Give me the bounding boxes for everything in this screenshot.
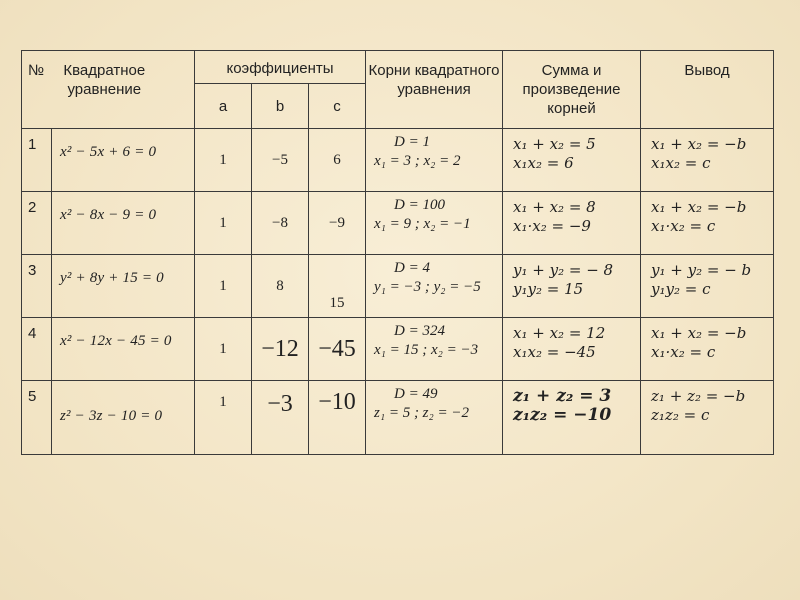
discriminant: D = 100	[394, 197, 445, 213]
discriminant: D = 1	[394, 134, 430, 150]
header-a: a	[195, 84, 252, 129]
roots-values: x₁ = 15 ; x₂ = −3	[374, 342, 479, 358]
coef-c: 6	[309, 129, 366, 192]
coef-a: 1	[195, 255, 252, 318]
conclusion-sum: x₁ + x₂ = −b	[651, 198, 747, 216]
coef-c: −45	[309, 318, 366, 381]
roots-cell	[366, 192, 503, 255]
coef-b: −5	[252, 129, 309, 192]
sum-product-cell	[503, 255, 641, 318]
row-number: 5	[22, 381, 52, 455]
roots-cell	[366, 318, 503, 381]
roots-cell	[366, 129, 503, 192]
coef-a: 1	[195, 192, 252, 255]
conclusion-sum: x₁ + x₂ = −b	[651, 135, 747, 153]
coef-b: 8	[252, 255, 309, 318]
conclusion-cell	[641, 318, 774, 381]
roots-values: z₁ = 5 ; z₂ = −2	[374, 405, 469, 421]
sum-of-roots: x₁ + x₂ = 8	[513, 198, 596, 216]
roots-cell	[366, 381, 503, 455]
coef-b: −8	[252, 192, 309, 255]
header-sum-product: Сумма и произведение корней	[503, 51, 641, 129]
header-number: №	[28, 62, 45, 79]
sum-product-cell	[503, 318, 641, 381]
coef-a: 1	[195, 381, 252, 455]
header-c: c	[309, 84, 366, 129]
conclusion-product: x₁·x₂ = c	[651, 217, 716, 235]
table-row	[22, 192, 774, 255]
table-row	[22, 381, 774, 455]
discriminant: D = 4	[394, 260, 430, 276]
row-number: 4	[22, 318, 52, 381]
coef-c: −9	[309, 192, 366, 255]
conclusion-sum: z₁ + z₂ = −b	[651, 387, 746, 405]
coef-c: −10	[309, 381, 366, 455]
row-number: 3	[22, 255, 52, 318]
conclusion-product: x₁x₂ = c	[651, 154, 711, 172]
discriminant: D = 49	[394, 386, 438, 402]
equation-cell: z² − 3z − 10 = 0	[52, 381, 195, 455]
roots-cell	[366, 255, 503, 318]
equation-cell: x² − 5x + 6 = 0	[52, 129, 195, 192]
conclusion-sum: x₁ + x₂ = −b	[651, 324, 747, 342]
header-coefficients: коэффициенты	[195, 51, 366, 84]
sum-product-cell	[503, 129, 641, 192]
sum-product-cell	[503, 192, 641, 255]
conclusion-cell	[641, 192, 774, 255]
coef-c: 15	[309, 255, 366, 318]
product-of-roots: x₁x₂ = −45	[513, 343, 596, 361]
sum-of-roots: z₁ + z₂ = 3	[513, 386, 612, 406]
roots-values: x₁ = 3 ; x₂ = 2	[374, 153, 461, 169]
coef-a: 1	[195, 318, 252, 381]
sum-of-roots: x₁ + x₂ = 12	[513, 324, 606, 342]
product-of-roots: y₁y₂ = 15	[513, 280, 584, 298]
conclusion-sum: y₁ + y₂ = − b	[651, 261, 752, 279]
roots-values: y₁ = −3 ; y₂ = −5	[374, 279, 481, 295]
conclusion-cell	[641, 255, 774, 318]
equation-cell: x² − 8x − 9 = 0	[52, 192, 195, 255]
equation-cell: y² + 8y + 15 = 0	[52, 255, 195, 318]
roots-values: x₁ = 9 ; x₂ = −1	[374, 216, 471, 232]
conclusion-cell	[641, 129, 774, 192]
header-b: b	[252, 84, 309, 129]
header-equation-cell	[22, 51, 195, 129]
coef-b: −3	[252, 381, 309, 455]
discriminant: D = 324	[394, 323, 445, 339]
row-number: 1	[22, 129, 52, 192]
conclusion-product: z₁z₂ = c	[651, 406, 710, 424]
equation-cell: x² − 12x − 45 = 0	[52, 318, 195, 381]
sum-of-roots: x₁ + x₂ = 5	[513, 135, 596, 153]
table-row	[22, 318, 774, 381]
header-row	[22, 51, 774, 84]
product-of-roots: z₁z₂ = −10	[513, 405, 612, 425]
row-number: 2	[22, 192, 52, 255]
conclusion-cell	[641, 381, 774, 455]
product-of-roots: x₁x₂ = 6	[513, 154, 574, 172]
conclusion-product: y₁y₂ = c	[651, 280, 711, 298]
table-row	[22, 255, 774, 318]
sum-product-cell	[503, 381, 641, 455]
conclusion-product: x₁·x₂ = c	[651, 343, 716, 361]
product-of-roots: x₁·x₂ = −9	[513, 217, 591, 235]
coef-b: −12	[252, 318, 309, 381]
table-row	[22, 129, 774, 192]
sum-of-roots: y₁ + y₂ = − 8	[513, 261, 614, 279]
coef-a: 1	[195, 129, 252, 192]
quadratic-equations-table	[21, 50, 774, 455]
header-conclusion: Вывод	[641, 51, 774, 129]
header-roots: Корни квадратного уравнения	[366, 51, 503, 129]
header-equation: Квадратное уравнение	[63, 62, 146, 98]
